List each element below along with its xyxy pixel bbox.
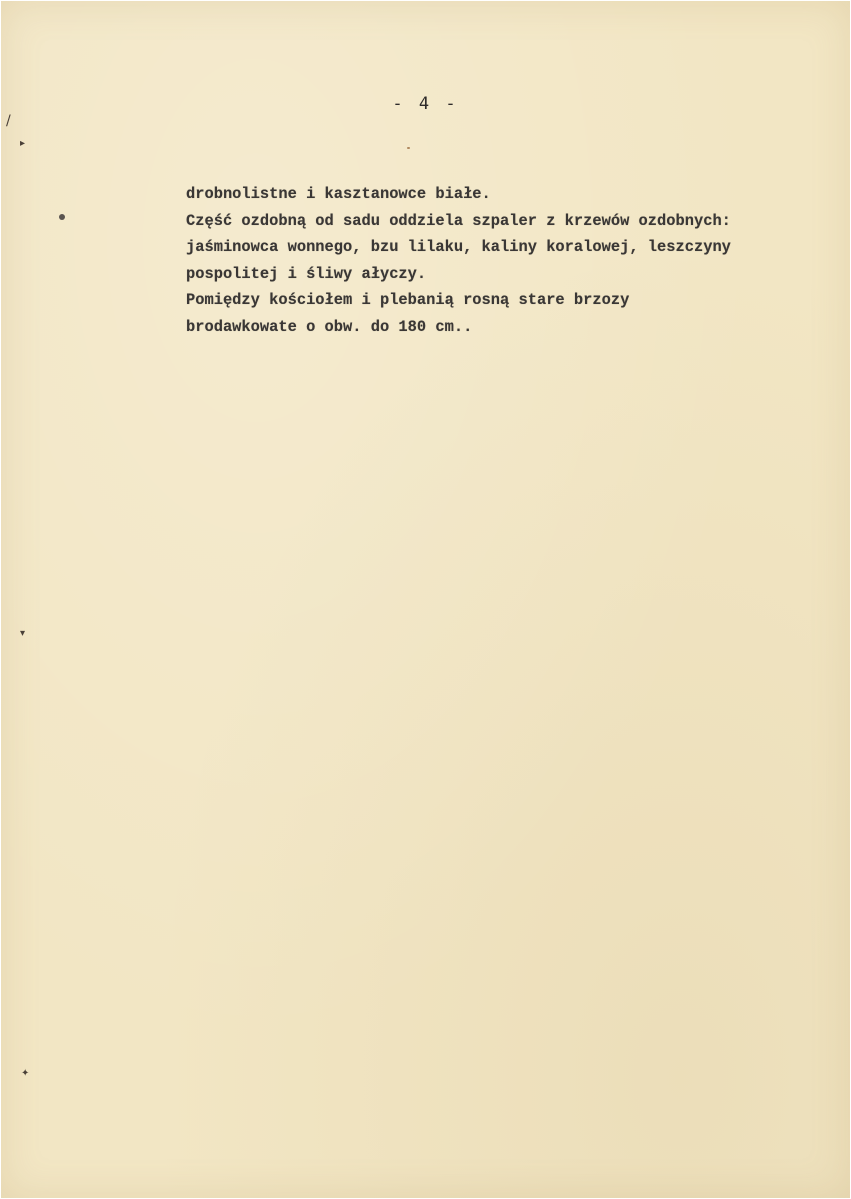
text-line: Pomiędzy kościołem i plebanią rosną stare brzozy — [186, 291, 630, 309]
page-number: - 4 - — [392, 94, 459, 114]
margin-mark: ✦ — [21, 1068, 30, 1079]
text-line: drobnolistne i kasztanowce białe. — [186, 185, 491, 203]
document-body — [186, 181, 826, 340]
text-line: pospolitej i śliwy ałyczy. — [186, 264, 427, 283]
text-line: jaśminowca wonnego, bzu lilaku, kaliny koralowej, leszczyny — [186, 238, 731, 256]
punch-hole — [59, 214, 65, 220]
text-line: Część ozdobną od sadu oddziela szpaler z krzewów ozdobnych: — [186, 211, 731, 230]
margin-mark: ▸ — [20, 138, 26, 149]
margin-mark: ▾ — [20, 628, 26, 639]
document-page — [1, 1, 850, 1198]
margin-mark: / — [6, 113, 11, 129]
text-line: brodawkowate o obw. do 180 cm.. — [186, 317, 473, 336]
paper-speck — [407, 147, 410, 149]
